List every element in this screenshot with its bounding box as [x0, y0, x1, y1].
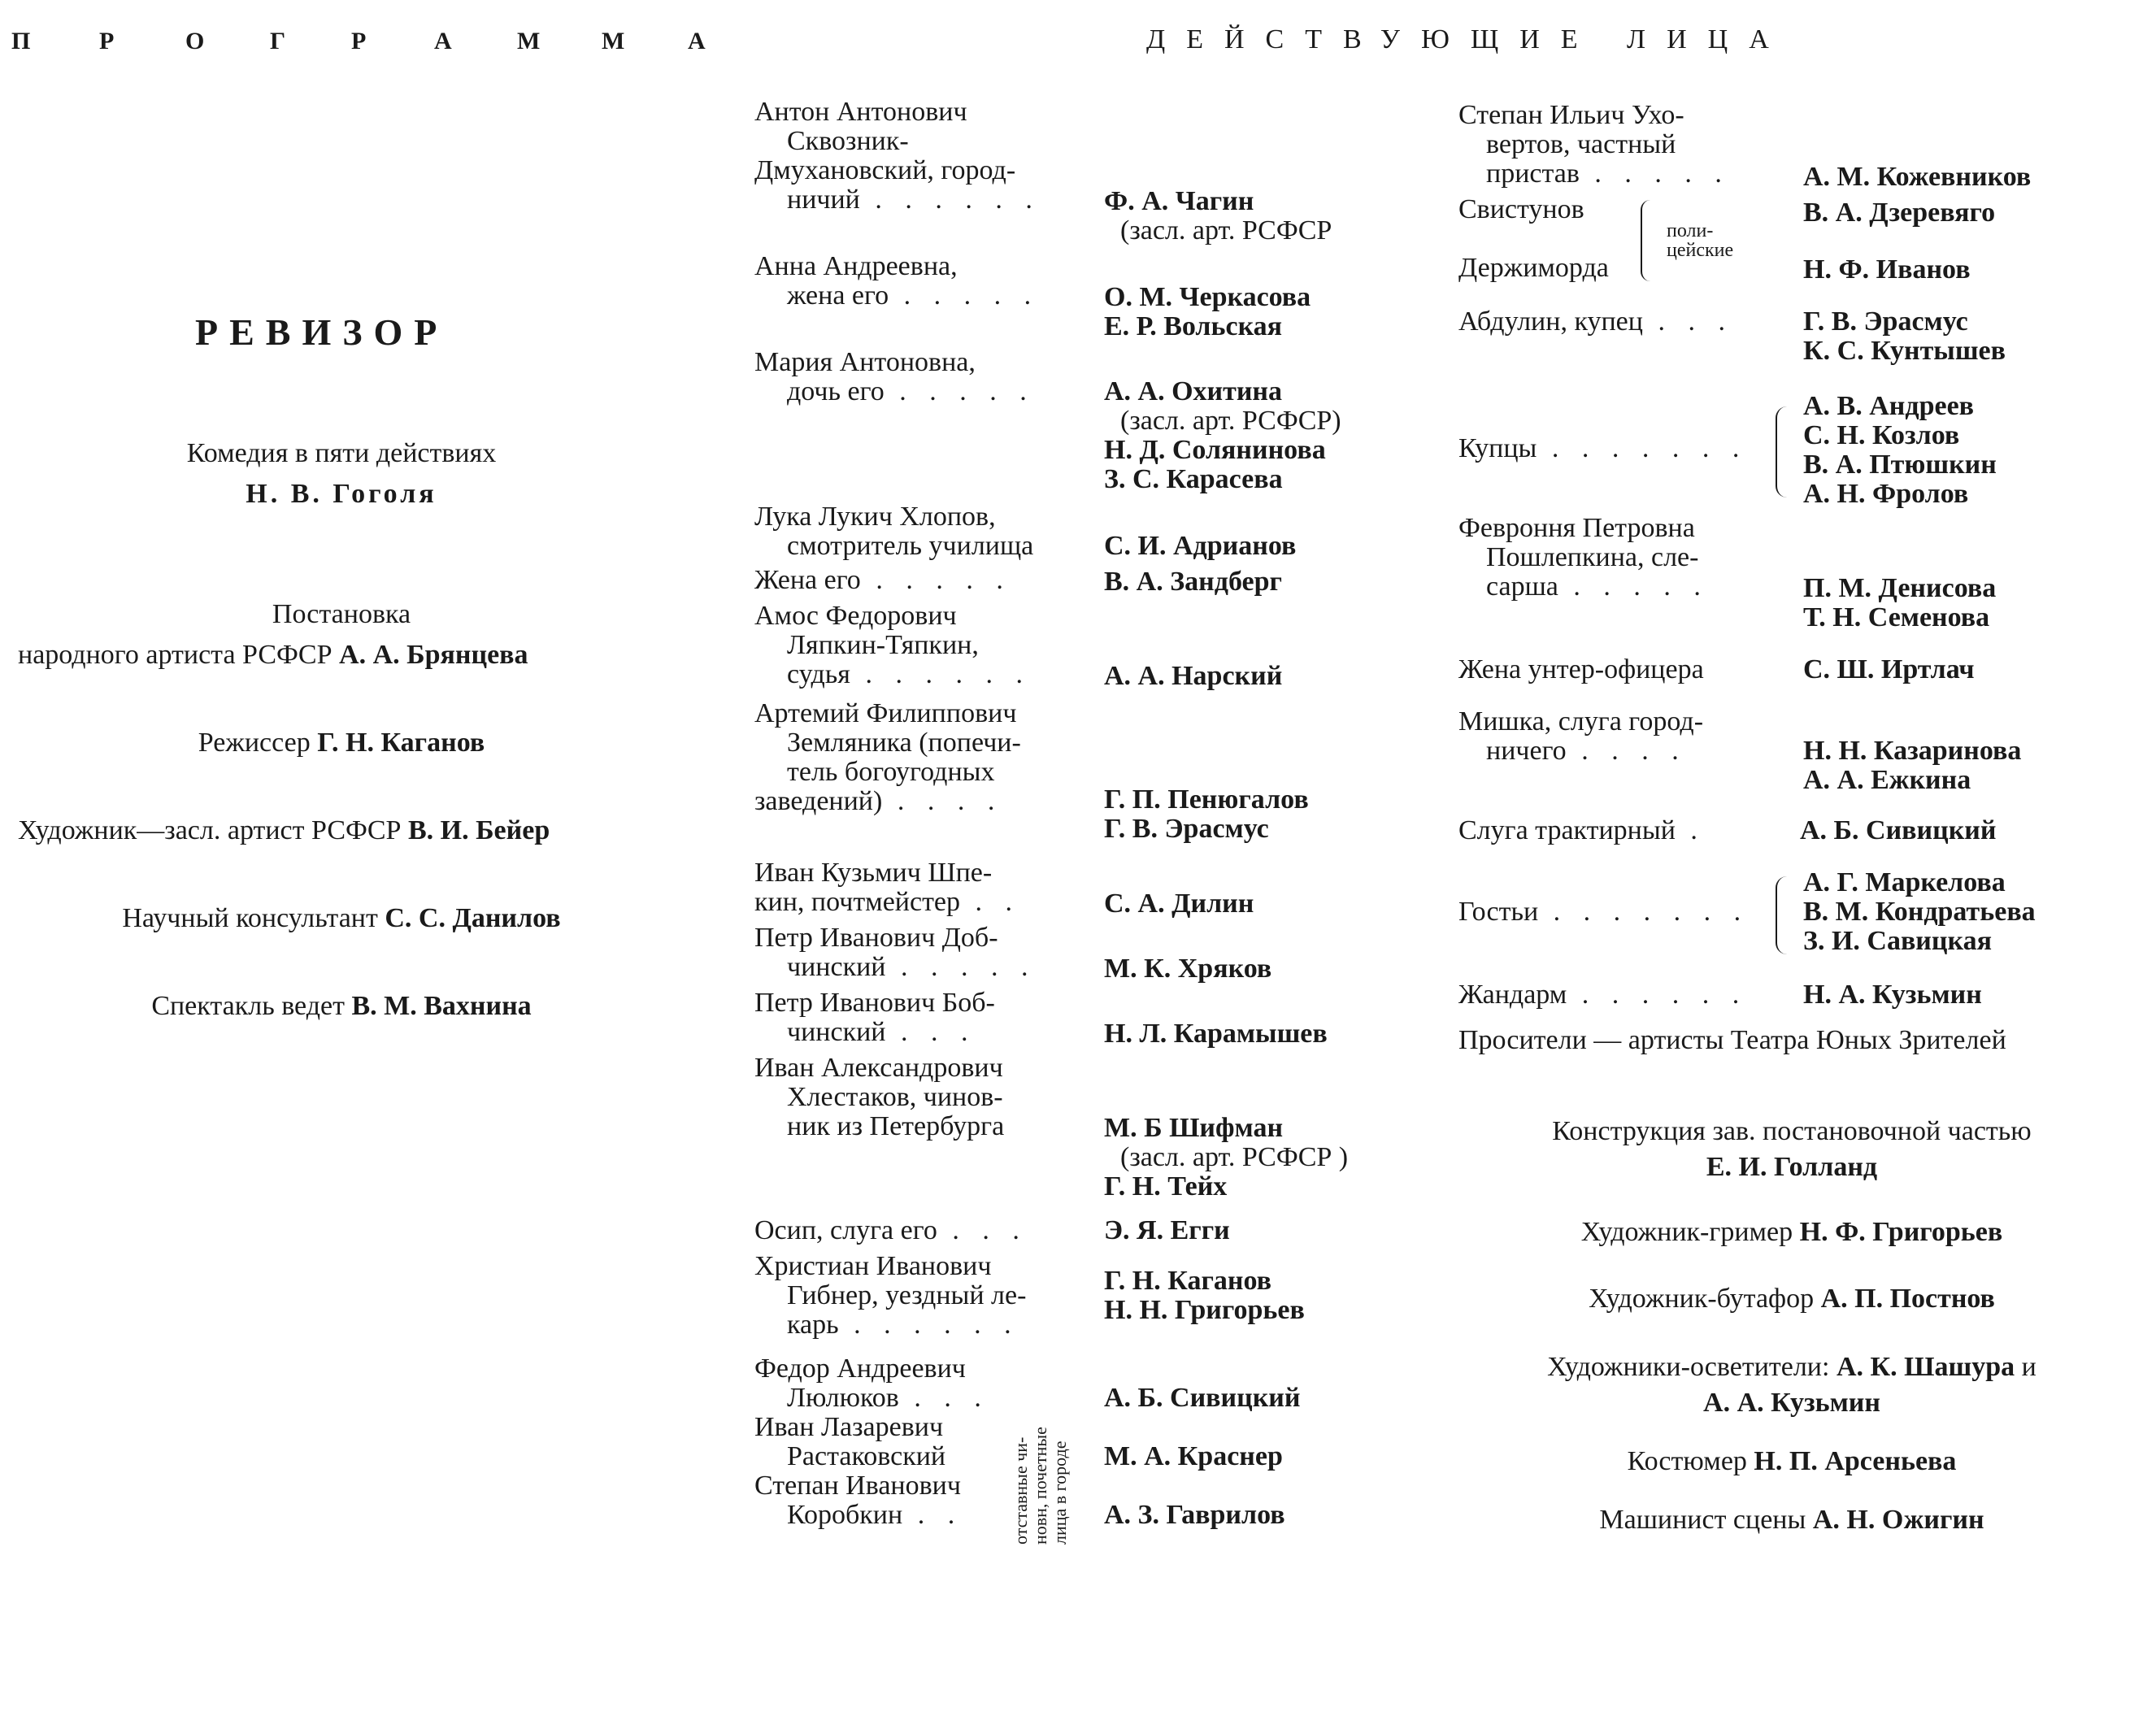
actor-name: Г. В. Эрасмус	[1803, 306, 1968, 337]
program-letter: П	[11, 28, 31, 54]
char-gendarme: Жандарм . . . . . .	[1458, 980, 1748, 1010]
char-fevronia: Февроння Петровна Пошлепкина, сле- сарша . . . . .	[1458, 513, 1709, 602]
police-brace	[1641, 200, 1650, 281]
char-derzhimorda: Держиморда	[1458, 253, 1609, 283]
char-line: Февроння Петровна	[1458, 513, 1695, 543]
actor-name: А. Н. Фролов	[1803, 479, 1969, 509]
props-line	[1458, 1284, 2125, 1314]
actor-name: Н. Н. Григорьев	[1104, 1295, 1305, 1325]
actor-name: Н. Л. Карамышев	[1104, 1019, 1328, 1049]
char-line: Земляника (попечи-	[787, 728, 1021, 758]
staging-name: А. А. Брянцева	[339, 640, 528, 670]
cast-header: ДЕЙСТВУЮЩИЕ ЛИЦА	[1146, 24, 1790, 54]
stage-manager-line	[0, 992, 683, 1021]
char-merchants: Купцы . . . . . . .	[1458, 433, 1748, 463]
costume-name: Н. П. Арсеньева	[1754, 1446, 1957, 1476]
actor-name: О. М. Черкасова	[1104, 282, 1311, 312]
char-line: Мария Антоновна,	[754, 347, 976, 377]
char-line: чинский	[787, 952, 886, 982]
char-guests: Гостьи . . . . . . .	[1458, 897, 1750, 927]
actor-name: С. И. Адрианов	[1104, 531, 1297, 561]
char-line: Абдулин, купец	[1458, 306, 1643, 337]
stage-manager-prefix: Спектакль ведет	[151, 991, 345, 1021]
play-author: Н. В. Гоголя	[246, 479, 437, 509]
staging-line	[18, 641, 528, 670]
consultant-name: С. С. Данилов	[385, 903, 561, 933]
actor-name: В. А. Дзеревяго	[1803, 198, 1996, 228]
actor-name: С. Ш. Иртлач	[1803, 654, 1975, 684]
actor-note: (засл. арт. РСФСР)	[1120, 406, 1341, 436]
char-line: сарша	[1486, 571, 1558, 602]
char-line: Лука Лукич Хлопов,	[754, 502, 996, 532]
char-svistunov: Свистунов	[1458, 194, 1584, 224]
char-line: Дмухановский, город-	[754, 155, 1016, 185]
char-line: Жандарм	[1458, 980, 1567, 1010]
char-line: Христиан Иванович	[754, 1251, 992, 1281]
play-subtitle: Комедия в пяти действиях	[186, 438, 497, 468]
actor-name: В. М. Кондратьева	[1803, 897, 2036, 927]
char-line: вертов, частный	[1486, 129, 1676, 159]
char-line: заведений)	[754, 786, 883, 816]
program-letter: М	[517, 28, 541, 54]
char-line: Амос Федорович	[754, 601, 957, 631]
actor-name: А. Г. Маркелова	[1803, 867, 2006, 897]
machinist-prefix: Машинист сцены	[1599, 1505, 1806, 1535]
machinist-name: А. Н. Ожигин	[1812, 1505, 1984, 1535]
police-note-line: цейские	[1667, 240, 1734, 261]
char-lyapkin: Амос Федорович Ляпкин-Тяпкин, судья . . . . . .	[754, 601, 1031, 689]
char-lyulyukov: Федор Андреевич Люлюков . . .	[754, 1354, 989, 1413]
actor-name: А. А. Нарский	[1104, 661, 1283, 691]
char-mishka: Мишка, слуга город- ничего . . . .	[1458, 706, 1704, 766]
char-shpekin: Иван Кузьмич Шпе- кин, почтмейстер . .	[754, 858, 1021, 917]
char-line: карь	[787, 1310, 839, 1340]
actor-name: П. М. Денисова	[1803, 573, 1997, 603]
char-line: Иван Александрович	[754, 1053, 1003, 1083]
char-line: Растаковский	[787, 1441, 946, 1471]
actor-name: Н. Ф. Иванов	[1803, 254, 1971, 285]
char-line: Гостьи	[1458, 897, 1539, 927]
char-gibner: Христиан Иванович Гибнер, уездный ле- карь . . . . . .	[754, 1251, 1027, 1340]
staging-label: Постановка	[272, 599, 411, 629]
director-prefix: Режиссер	[198, 728, 311, 758]
program-letter: Г	[270, 28, 286, 54]
actor-name: М. А. Краснер	[1104, 1441, 1283, 1471]
actor-name: А. Б. Сивицкий	[1104, 1383, 1301, 1413]
actor-name: Н. А. Кузьмин	[1803, 980, 1982, 1010]
consultant-prefix: Научный консультант	[122, 903, 378, 933]
char-line: тель богоугодных	[787, 757, 995, 787]
char-anna: Анна Андреевна, жена его . . . . .	[754, 251, 1040, 311]
char-line: Люлюков	[787, 1383, 899, 1413]
char-line: Иван Кузьмич Шпе-	[754, 858, 993, 888]
actor-name: Г. В. Эрасмус	[1104, 814, 1269, 844]
police-note	[1667, 221, 1733, 260]
char-line: Пошлепкина, сле-	[1486, 542, 1699, 572]
char-line: Гибнер, уездный ле-	[787, 1280, 1027, 1310]
char-line: Анна Андреевна,	[754, 251, 958, 281]
program-letter: О	[185, 28, 205, 54]
char-osip: Осип, слуга его . . .	[754, 1215, 1028, 1245]
artist-name: В. И. Бейер	[407, 815, 550, 845]
construction-name: Е. И. Голланд	[1706, 1152, 1878, 1182]
char-line: Петр Иванович Доб-	[754, 923, 998, 953]
char-dobchinsky: Петр Иванович Доб- чинский . . . . .	[754, 923, 1037, 982]
char-khlopov	[754, 502, 1033, 561]
actor-name: Н. Н. Казаринова	[1803, 736, 2022, 766]
construction-label: Конструкция зав. постановочной частью	[1552, 1116, 2032, 1146]
program-letter: М	[602, 28, 625, 54]
char-line: смотритель училища	[787, 531, 1034, 561]
actor-name: Э. Я. Егги	[1104, 1215, 1230, 1245]
stage-manager-name: В. М. Вахнина	[351, 991, 532, 1021]
costume-line	[1458, 1447, 2125, 1476]
retired-note-line: отставные чи-	[1011, 1436, 1031, 1545]
lighting-and: и	[2021, 1352, 2036, 1382]
char-line: ничего	[1486, 736, 1567, 766]
actor-name: Ф. А. Чагин	[1104, 186, 1254, 216]
props-name: А. П. Постнов	[1820, 1284, 1995, 1314]
play-title: РЕВИЗОР	[195, 311, 449, 353]
char-line: Федор Андреевич	[754, 1354, 966, 1384]
costume-prefix: Костюмер	[1627, 1446, 1747, 1476]
actor-name: Г. П. Пенюгалов	[1104, 784, 1309, 815]
makeup-line	[1458, 1218, 2125, 1247]
artist-line	[18, 816, 550, 845]
char-line: Коробкин	[787, 1500, 903, 1530]
actor-name: Г. Н. Тейх	[1104, 1171, 1228, 1201]
actor-name: В. А. Птюшкин	[1803, 450, 1997, 480]
char-line: Степан Иванович	[754, 1471, 961, 1501]
char-khlopov-wife: Жена его . . . . .	[754, 565, 1011, 595]
char-ukhovertov: Степан Ильич Ухо- вертов, частный пристав . . . . .	[1458, 100, 1730, 189]
actor-name: Н. Д. Солянинова	[1104, 435, 1326, 465]
lighting-name-2: А. А. Кузьмин	[1703, 1388, 1880, 1418]
char-rastakovsky	[754, 1413, 945, 1471]
char-line: Слуга трактирный	[1458, 815, 1676, 845]
char-line: Петр Иванович Боб-	[754, 988, 995, 1018]
director-name: Г. Н. Каганов	[317, 728, 485, 758]
char-line: судья	[787, 659, 850, 689]
actor-name: Е. Р. Вольская	[1104, 311, 1283, 341]
props-prefix: Художник-бутафор	[1589, 1284, 1815, 1314]
char-abdulin: Абдулин, купец . . .	[1458, 306, 1733, 337]
actor-name: А. В. Андреев	[1803, 391, 1975, 421]
char-line: ник из Петербурга	[787, 1111, 1005, 1141]
char-wife-nco: Жена унтер-офицера	[1458, 654, 1704, 684]
actor-name: А. З. Гаврилов	[1104, 1500, 1285, 1530]
actor-name: А. А. Охитина	[1104, 376, 1283, 406]
char-line: пристав	[1486, 159, 1580, 189]
char-line: Мишка, слуга город-	[1458, 706, 1704, 737]
consultant-line	[0, 904, 683, 933]
char-line: жена его	[787, 280, 889, 311]
char-line: Степан Ильич Ухо-	[1458, 100, 1684, 130]
actor-name: К. С. Кунтышев	[1803, 336, 2006, 366]
actor-note: (засл. арт. РСФСР )	[1120, 1142, 1349, 1172]
char-tavern-servant: Слуга трактирный .	[1458, 815, 1706, 845]
actor-name: С. А. Дилин	[1104, 889, 1254, 919]
retired-note	[1011, 1427, 1070, 1545]
char-line: Осип, слуга его	[754, 1215, 937, 1245]
actor-name: А. А. Ежкина	[1803, 765, 1971, 795]
char-line: кин, почтмейстер	[754, 887, 961, 917]
guests-brace	[1776, 876, 1787, 954]
char-line: дочь его	[787, 376, 885, 406]
actor-name: М. Б Шифман	[1104, 1113, 1284, 1143]
program-letter: Р	[99, 28, 115, 54]
char-line: Купцы	[1458, 433, 1537, 463]
program-letter: А	[434, 28, 452, 54]
staging-prefix: народного артиста РСФСР	[18, 640, 333, 670]
char-line: Сквозник-	[787, 126, 909, 156]
actor-name: А. М. Кожевников	[1803, 162, 2032, 192]
char-line: Хлестаков, чинов-	[787, 1082, 1003, 1112]
makeup-name: Н. Ф. Григорьев	[1799, 1217, 2003, 1247]
char-korobkin: Степан Иванович Коробкин . .	[754, 1471, 963, 1530]
actor-name: З. И. Савицкая	[1803, 926, 1992, 956]
retired-note-line: новн, почетные	[1030, 1427, 1050, 1545]
actor-name: Т. Н. Семенова	[1803, 602, 1990, 632]
police-note-line: поли-	[1667, 220, 1714, 241]
program-letter: Р	[351, 28, 367, 54]
machinist-line	[1458, 1506, 2125, 1535]
actor-note: (засл. арт. РСФСР	[1120, 215, 1332, 246]
char-gorodnichy: Антон Антонович Сквозник- Дмухановский, город- ничий . . . . . .	[754, 97, 1041, 215]
char-zemlyanika: Артемий Филиппович Земляника (попечи- тель богоугодных заведений) . . . .	[754, 698, 1021, 816]
char-line: Ляпкин-Тяпкин,	[787, 630, 979, 660]
lighting-line	[1458, 1353, 2125, 1382]
actor-name: М. К. Хряков	[1104, 954, 1272, 984]
char-khlestakov	[754, 1054, 1004, 1141]
actor-name: Г. Н. Каганов	[1104, 1266, 1271, 1296]
lighting-prefix: Художники-осветители:	[1547, 1352, 1830, 1382]
actor-name: С. Н. Козлов	[1803, 420, 1960, 450]
char-maria: Мария Антоновна, дочь его . . . . .	[754, 347, 1035, 406]
lighting-name-1: А. К. Шашура	[1836, 1352, 2015, 1382]
merchants-brace	[1776, 406, 1787, 498]
makeup-prefix: Художник-гример	[1580, 1217, 1793, 1247]
director-line	[0, 728, 683, 758]
petitioners-line: Просители — артисты Театра Юных Зрителей	[1458, 1025, 2006, 1055]
char-bobchinsky: Петр Иванович Боб- чинский . . .	[754, 988, 995, 1047]
char-line: Артемий Филиппович	[754, 698, 1017, 728]
char-line: Иван Лазаревич	[754, 1412, 944, 1442]
artist-prefix: Художник—засл. артист РСФСР	[18, 815, 402, 845]
actor-name: А. Б. Сивицкий	[1800, 815, 1997, 845]
actor-name: З. С. Карасева	[1104, 464, 1283, 494]
char-line: Жена его	[754, 565, 861, 595]
program-letter: А	[688, 28, 706, 54]
char-line: чинский	[787, 1017, 886, 1047]
char-line: Антон Антонович	[754, 97, 967, 127]
retired-note-line: лица в городе	[1050, 1440, 1070, 1545]
char-line: ничий	[787, 185, 860, 215]
actor-name: В. А. Зандберг	[1104, 567, 1282, 597]
